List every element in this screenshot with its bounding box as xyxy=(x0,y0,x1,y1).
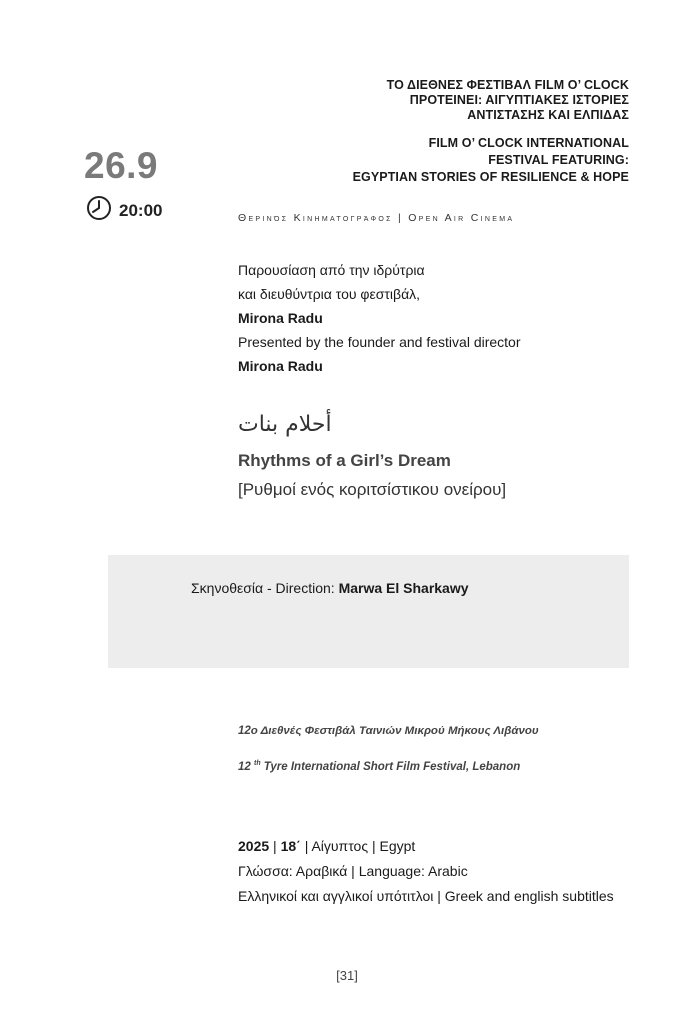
details-row xyxy=(238,834,614,859)
header-greek-line: ΠΡΟΤΕΙΝΕΙ: ΑΙΓΥΠΤΙΑΚΕΣ ΙΣΤΟΡΙΕΣ xyxy=(409,93,629,107)
film-title-arabic: أحلام بنات xyxy=(238,412,332,437)
event-time: 20:00 xyxy=(119,200,163,220)
film-language: Γλώσσα: Αραβικά | Language: Arabic xyxy=(238,863,468,879)
page-number: [31] xyxy=(336,968,358,983)
direction-label: Σκηνοθεσία - Direction: xyxy=(191,580,339,596)
header-greek xyxy=(387,78,629,123)
presentation-line: και διευθύντρια του φεστιβάλ, xyxy=(238,286,421,302)
direction-credit xyxy=(191,580,469,596)
festival-number: 12 xyxy=(238,760,251,773)
film-year: 2025 xyxy=(238,838,270,854)
film-title-english: Rhythms of a Girl’s Dream xyxy=(238,451,451,470)
presentation-block xyxy=(238,258,521,378)
presentation-line: Παρουσίαση από την ιδρύτρια xyxy=(238,262,425,278)
presenter-name: Mirona Radu xyxy=(238,358,323,374)
film-subtitles: Ελληνικοί και αγγλικοί υπότιτλοι | Greek and english subtitles xyxy=(238,888,614,904)
direction-panel xyxy=(108,555,629,668)
festival-ordinal: th xyxy=(254,760,261,767)
film-title-greek: [Ρυθμοί ενός κοριτσίστικου ονείρου] xyxy=(238,480,507,499)
event-time-row xyxy=(86,195,162,226)
film-duration: 18΄ xyxy=(280,838,301,854)
header-greek-line: ΑΝΤΙΣΤΑΣΗΣ ΚΑΙ ΕΛΠΙΔΑΣ xyxy=(467,108,629,122)
presentation-line: Presented by the founder and festival director xyxy=(238,334,521,350)
presenter-name: Mirona Radu xyxy=(238,310,323,326)
header-english-line: EGYPTIAN STORIES OF RESILIENCE & HOPE xyxy=(352,170,629,184)
venue: Θερινός Κινηματογράφος | Open Air Cinema xyxy=(238,212,515,224)
separator: | xyxy=(269,838,281,854)
clock-icon xyxy=(86,195,112,226)
festival-english xyxy=(238,760,520,773)
festival-greek: 12ο Διεθνές Φεστιβάλ Ταινιών Μικρού Μήκους Λιβάνου xyxy=(238,725,539,737)
header-english-line: FESTIVAL FEATURING: xyxy=(488,153,629,167)
director-name: Marwa El Sharkawy xyxy=(338,580,469,596)
event-date: 26.9 xyxy=(84,145,159,186)
film-country: | Αίγυπτος | Egypt xyxy=(300,838,416,854)
film-details xyxy=(238,834,614,909)
header-english xyxy=(353,135,629,186)
festival-name: Tyre International Short Film Festival, Lebanon xyxy=(260,760,521,773)
header-greek-line: ΤΟ ΔΙΕΘΝΕΣ ΦΕΣΤΙΒΑΛ FILM O’ CLOCK xyxy=(386,78,629,92)
header-english-line: FILM O’ CLOCK INTERNATIONAL xyxy=(428,136,629,150)
